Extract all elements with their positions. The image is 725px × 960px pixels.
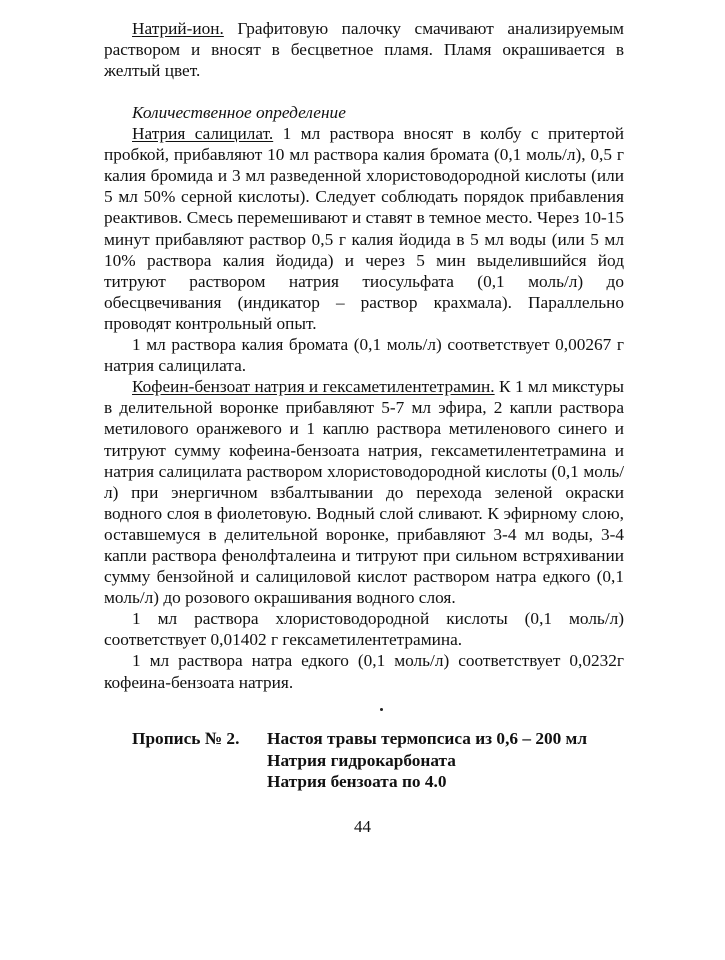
salicylate-paragraph [104, 123, 624, 334]
caffeine-label: Кофеин-бензоат натрия и гексаметилентетрамин. [132, 377, 495, 397]
salicylate-label: Натрия салицилат. [132, 124, 274, 144]
prescription-line: Настоя травы термопсиса из 0,6 – 200 мл [267, 729, 588, 748]
sodium-ion-paragraph [104, 18, 624, 81]
page-number: 44 [354, 817, 371, 836]
prescription-block [132, 728, 587, 793]
quantitative-heading: Количественное определение [132, 103, 346, 122]
prescription-label: Пропись № 2. [132, 729, 240, 748]
scan-speck [380, 708, 383, 711]
prescription-spacer [132, 750, 267, 772]
hexamine-equivalence: 1 мл раствора хлористоводородной кислоты (0,1 моль/л) соответствует 0,01402 г гексаметилентетрамина. [104, 609, 624, 650]
caffeine-paragraph [104, 376, 624, 608]
sodium-ion-text: Графитовую палочку смачивают анализируемым раствором и вносят в бесцветное пламя. Пламя окрашивается в желтый цвет. [104, 19, 624, 81]
salicylate-equivalence: 1 мл раствора калия бромата (0,1 моль/л) соответствует 0,00267 г натрия салицилата. [104, 335, 624, 376]
caffeine-equivalence: 1 мл раствора натра едкого (0,1 моль/л) соответствует 0,0232г кофеина-бензоата натрия. [104, 651, 624, 692]
prescription-line: Натрия бензоата по 4.0 [267, 772, 447, 791]
prescription-line: Натрия гидрокарбоната [267, 750, 456, 770]
prescription-row [132, 728, 587, 750]
sodium-ion-label: Натрий-ион. [132, 19, 224, 38]
sodium-ion-section [104, 18, 624, 81]
prescription-row [132, 750, 587, 772]
caffeine-text: К 1 мл микстуры в делительной воронке прибавляют 5-7 мл эфира, 2 капли раствора метилового оранжевого и 1 каплю раствора метиленового синего и титруют сумму кофеина-бензоата натрия, гексаметилентетрамина и натрия салицилата раствором хлористоводородной кислоты (0,1 моль/л) при энергичном взбалтывании до перехода зеленой окраски водного слоя в фиолетовую. Водный слой сливают. К эфирному слою, оставшемуся в делительной воронке, прибавляют 3-4 мл воды, 3-4 капли раствора фенолфталеина и титруют при сильном встряхивании сумму бензойной и салициловой кислот раствором натра едкого (0,1 моль/л) до розового окрашивания водного слоя. [104, 377, 624, 608]
quantitative-section [104, 102, 624, 693]
prescription-row [132, 771, 587, 793]
salicylate-text: 1 мл раствора вносят в колбу с притертой пробкой, прибавляют 10 мл раствора калия бромата (0,1 моль/л), 0,5 г калия бромида и 3 мл разведенной хлористоводородной кислоты (или 5 мл 50% серной кислоты). Следует соблюдать порядок прибавления реактивов. Смесь перемешивают и ставят в темное место. Через 10-15 минут прибавляют раствор 0,5 г калия йодида в 5 мл воды (или 5 мл 10% раствора калия йодида) и через 5 мин выделившийся йод титруют раствором натрия тиосульфата (0,1 моль/л) до обесцвечивания (индикатор – раствор крахмала). Параллельно проводят контрольный опыт. [104, 124, 624, 333]
prescription-spacer [132, 771, 267, 793]
